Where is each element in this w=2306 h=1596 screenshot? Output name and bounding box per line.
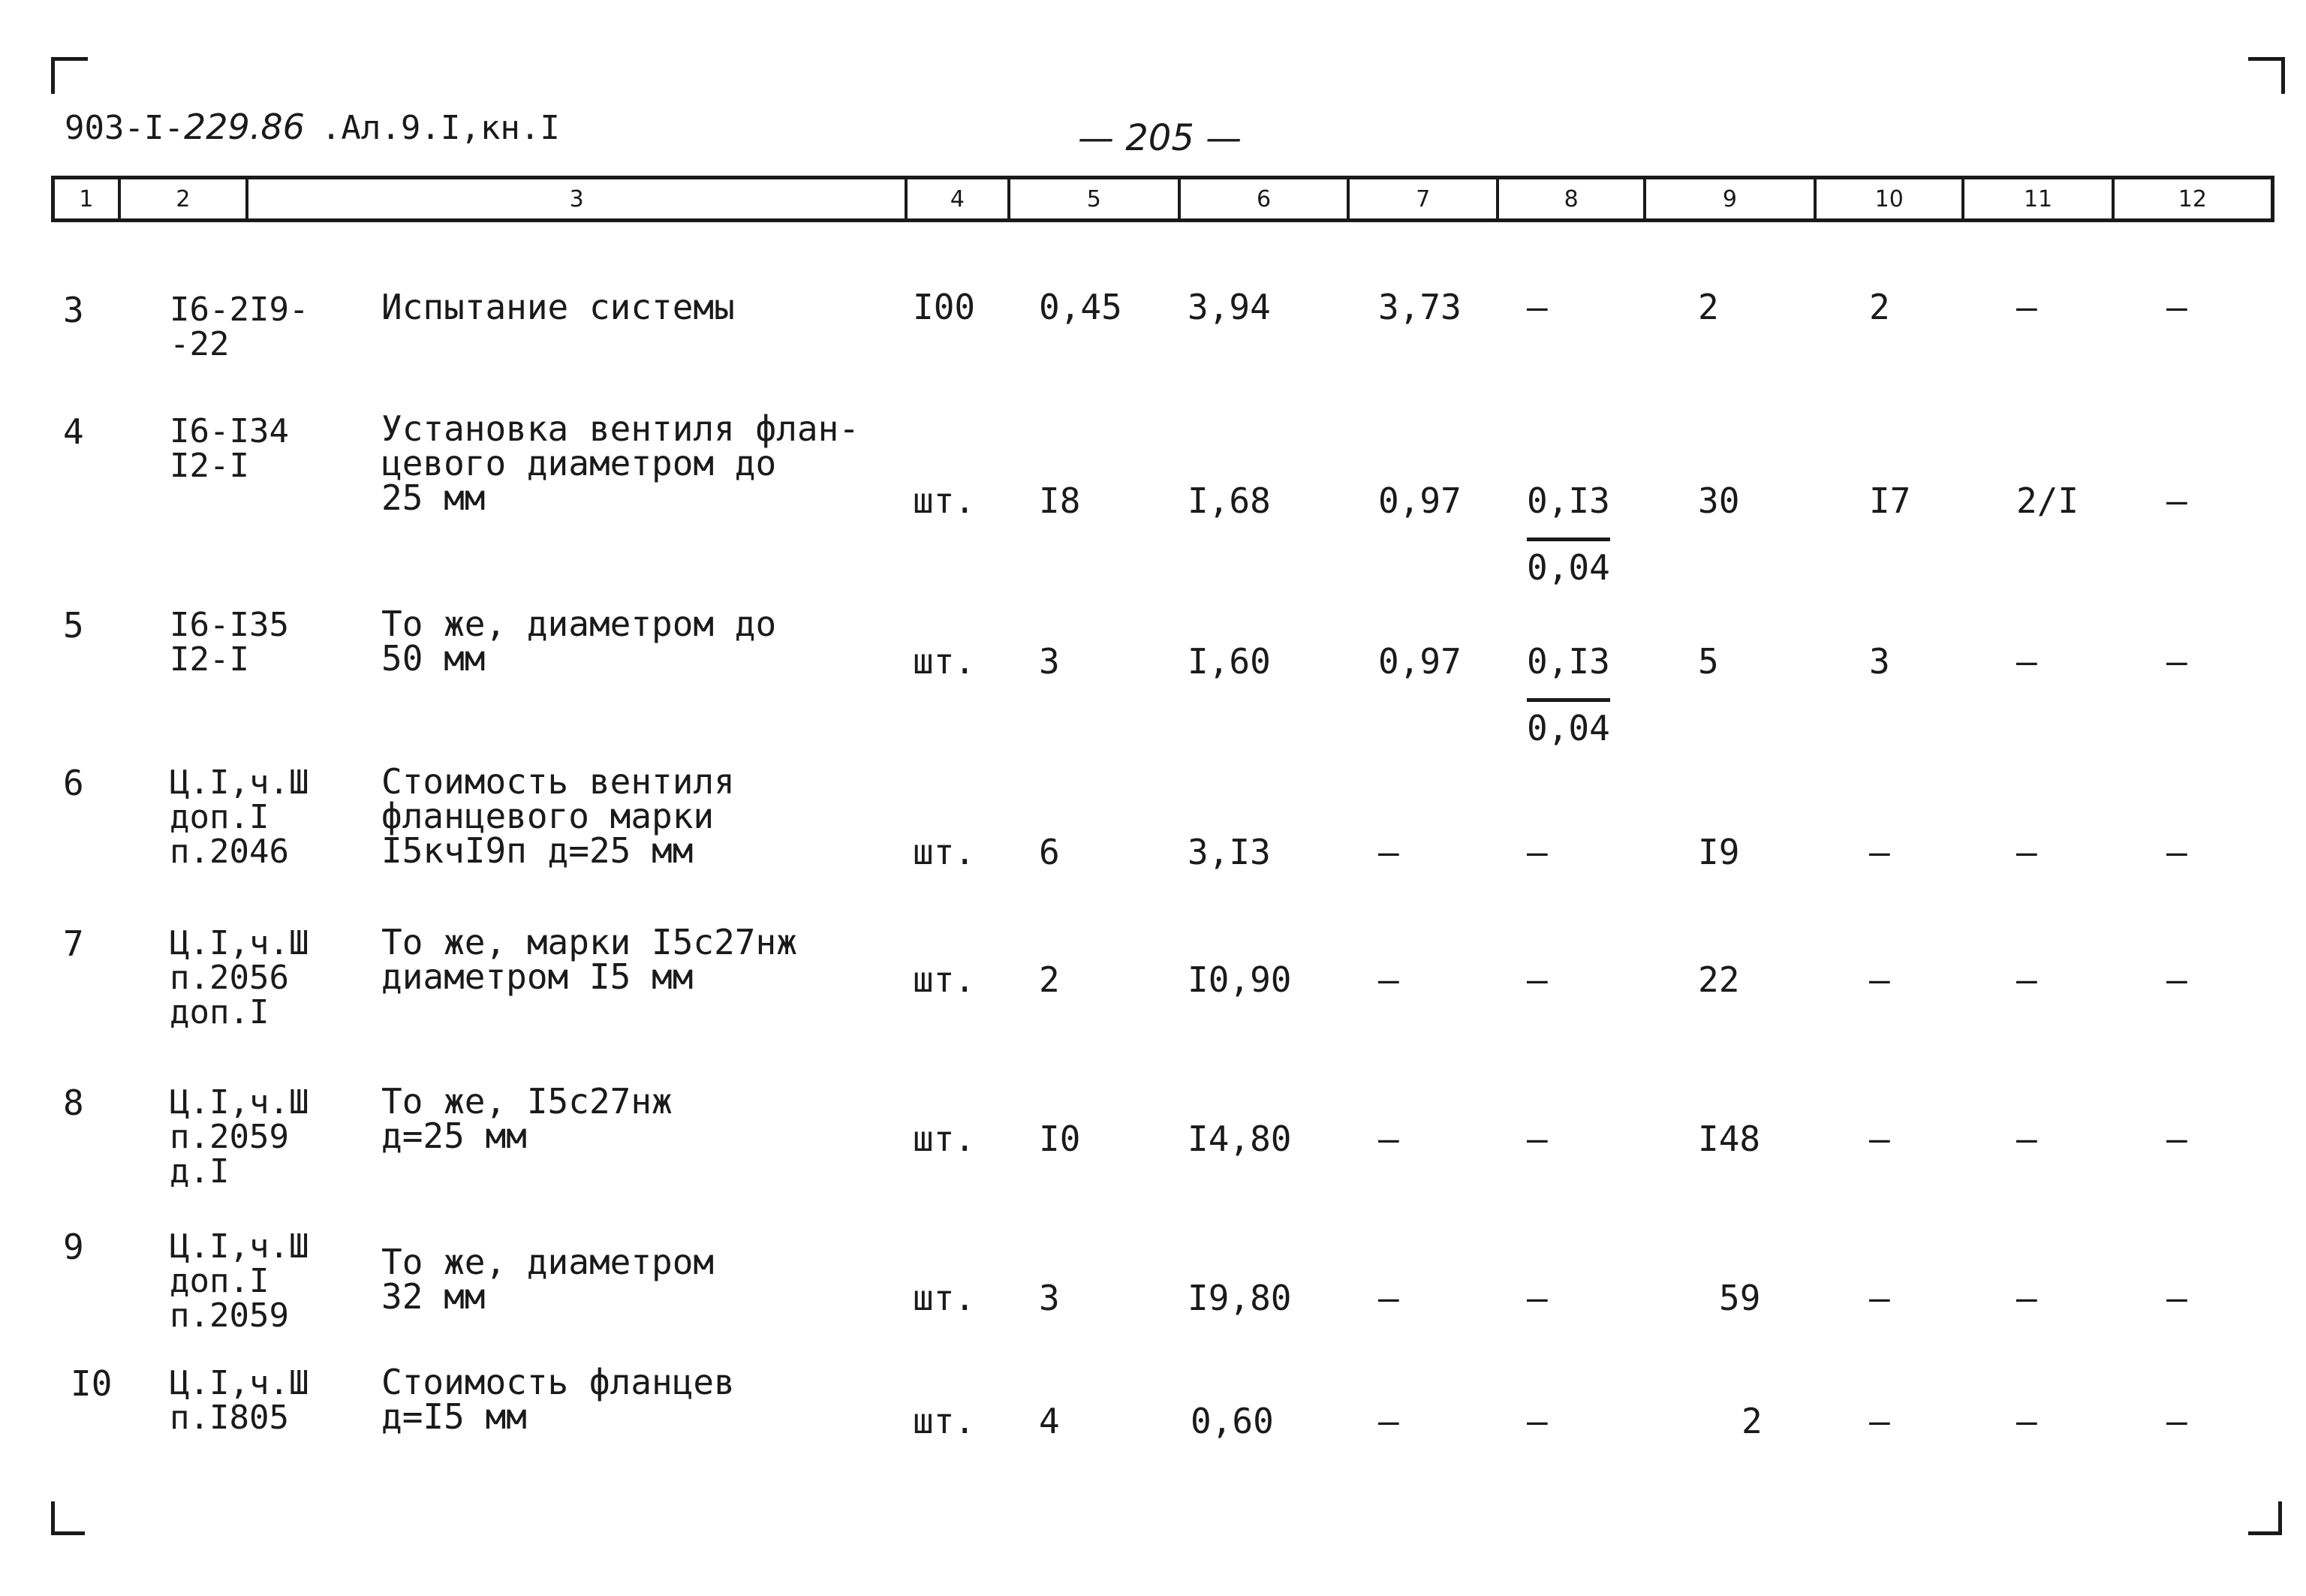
- document-reference: [65, 107, 560, 147]
- work-name: То же, марки I5с27нж диаметром I5 мм: [381, 922, 797, 997]
- cell-col5: I0: [1039, 1119, 1081, 1159]
- cell-col11: –: [2016, 1278, 2037, 1318]
- fraction-numerator: 0,I3: [1527, 644, 1610, 702]
- cell-col10: –: [1869, 832, 1890, 872]
- row-number: 6: [63, 763, 84, 803]
- column-header: 1: [55, 179, 121, 218]
- cell-col8: –: [1527, 959, 1548, 1000]
- cell-col9: I9: [1698, 832, 1740, 872]
- cell-col11: 2/I: [2016, 480, 2079, 521]
- cell-col8: –: [1527, 832, 1548, 872]
- unit: шт.: [913, 1278, 976, 1318]
- work-name: То же, диаметром 32 мм: [381, 1242, 715, 1317]
- column-header: 4: [908, 179, 1010, 218]
- row-number: 8: [63, 1083, 84, 1123]
- cell-col9: 2: [1698, 287, 1719, 327]
- column-header: 12: [2178, 185, 2207, 212]
- cell-col7: 3,73: [1378, 287, 1462, 327]
- row-number: 5: [63, 605, 84, 646]
- cell-col6: I9,80: [1188, 1278, 1292, 1318]
- cell-col10: –: [1869, 959, 1890, 1000]
- column-header: 6: [1181, 179, 1350, 218]
- cell-col12: –: [2166, 641, 2187, 682]
- cell-col8: –: [1527, 1278, 1548, 1318]
- cell-col10: –: [1869, 1119, 1890, 1159]
- column-header: 3: [248, 179, 908, 218]
- row-number: 3: [63, 290, 84, 330]
- unit: I00: [913, 287, 976, 327]
- cell-col9: 5: [1698, 641, 1719, 682]
- column-header: 8: [1499, 179, 1645, 218]
- cell-col8-fraction: [1527, 480, 1610, 588]
- cell-col8: –: [1527, 1119, 1548, 1159]
- doc-code-prefix: 903-I-: [65, 109, 184, 147]
- unit: шт.: [913, 832, 976, 872]
- cell-col7: 0,97: [1378, 480, 1462, 521]
- doc-code-suffix: .Ал.9.I,кн.I: [321, 109, 560, 147]
- cell-col5: 4: [1039, 1401, 1060, 1441]
- work-name: Стоимость фланцев д=I5 мм: [381, 1362, 735, 1437]
- cell-col7: –: [1378, 1401, 1399, 1441]
- corner-mark-bottom-left: [51, 1501, 85, 1535]
- page-number: — 205 —: [1078, 117, 1242, 159]
- cell-col6: 3,94: [1188, 287, 1271, 327]
- rate-code: Ц.I,ч.Ш п.2059 д.I: [170, 1083, 309, 1191]
- cell-col9: 2: [1742, 1401, 1763, 1441]
- work-name: Испытание системы: [381, 287, 735, 327]
- column-header: 7: [1350, 179, 1499, 218]
- cell-col9: 22: [1698, 959, 1740, 1000]
- cell-col5: 2: [1039, 959, 1060, 1000]
- cell-col10: –: [1869, 1401, 1890, 1441]
- column-header: 10: [1817, 179, 1964, 218]
- cell-col12: –: [2166, 480, 2187, 521]
- column-number-header: [51, 176, 2274, 222]
- row-number: 9: [63, 1227, 84, 1267]
- work-name: Стоимость вентиля фланцевого марки I5кчI9п д=25 мм: [381, 761, 735, 871]
- unit: шт.: [913, 641, 976, 682]
- column-header: 2: [121, 179, 248, 218]
- cell-col10: I7: [1869, 480, 1911, 521]
- cell-col12: –: [2166, 832, 2187, 872]
- column-header: 9: [1646, 179, 1817, 218]
- rate-code: Ц.I,ч.Ш п.2056 доп.I: [170, 924, 309, 1031]
- cell-col7: –: [1378, 832, 1399, 872]
- cell-col6: I,68: [1188, 480, 1271, 521]
- cell-col12: –: [2166, 1401, 2187, 1441]
- cell-col5: I8: [1039, 480, 1081, 521]
- cell-col9: I48: [1698, 1119, 1761, 1159]
- row-number: 4: [63, 411, 84, 452]
- rate-code: I6-2I9- -22: [170, 291, 309, 363]
- cell-col7: –: [1378, 1119, 1399, 1159]
- rate-code: Ц.I,ч.Ш доп.I п.2046: [170, 763, 309, 871]
- cell-col9: 59: [1719, 1278, 1761, 1318]
- rate-code: Ц.I,ч.Ш доп.I п.2059: [170, 1227, 309, 1335]
- cell-col11: –: [2016, 959, 2037, 1000]
- cell-col11: –: [2016, 1119, 2037, 1159]
- cell-col12: –: [2166, 1278, 2187, 1318]
- fraction-numerator: 0,I3: [1527, 483, 1610, 541]
- column-header: 5: [1010, 179, 1181, 218]
- unit: шт.: [913, 959, 976, 1000]
- cell-col5: 3: [1039, 1278, 1060, 1318]
- cell-col5: 3: [1039, 641, 1060, 682]
- cell-col12: –: [2166, 1119, 2187, 1159]
- rate-code: Ц.I,ч.Ш п.I805: [170, 1364, 309, 1437]
- cell-col6: 0,60: [1191, 1401, 1274, 1441]
- corner-mark-top-left: [51, 57, 88, 94]
- cell-col11: –: [2016, 1401, 2037, 1441]
- cell-col11: –: [2016, 641, 2037, 682]
- unit: шт.: [913, 1119, 976, 1159]
- rate-code: I6-I35 I2-I: [170, 606, 289, 679]
- cell-col12: –: [2166, 959, 2187, 1000]
- cell-col7: –: [1378, 959, 1399, 1000]
- doc-code-handwritten: 229.86: [183, 107, 305, 147]
- cell-col7: –: [1378, 1278, 1399, 1318]
- cell-col7: 0,97: [1378, 641, 1462, 682]
- cell-col6: I0,90: [1188, 959, 1292, 1000]
- rate-code: I6-I34 I2-I: [170, 412, 289, 485]
- column-header: 11: [1964, 179, 2114, 218]
- unit: шт.: [913, 1401, 976, 1441]
- work-name: То же, I5с27нж д=25 мм: [381, 1081, 673, 1156]
- cell-col10: 3: [1869, 641, 1890, 682]
- fraction-denominator: 0,04: [1527, 708, 1610, 748]
- corner-mark-top-right: [2248, 57, 2285, 94]
- row-number: I0: [71, 1363, 113, 1404]
- cell-col11: –: [2016, 832, 2037, 872]
- cell-col8: –: [1527, 287, 1548, 327]
- cell-col5: 0,45: [1039, 287, 1122, 327]
- cell-col8-fraction: [1527, 641, 1610, 748]
- row-number: 7: [63, 923, 84, 964]
- work-name: То же, диаметром до 50 мм: [381, 604, 777, 679]
- cell-col8: –: [1527, 1401, 1548, 1441]
- fraction-denominator: 0,04: [1527, 547, 1610, 588]
- work-name: Установка вентиля флан- цевого диаметром до 25 мм: [381, 408, 859, 518]
- cell-col11: –: [2016, 287, 2037, 327]
- cell-col10: –: [1869, 1278, 1890, 1318]
- cell-col10: 2: [1869, 287, 1890, 327]
- cell-col5: 6: [1039, 832, 1060, 872]
- cell-col12: –: [2166, 287, 2187, 327]
- cell-col6: 3,I3: [1188, 832, 1271, 872]
- cell-col6: I4,80: [1188, 1119, 1292, 1159]
- corner-mark-bottom-right: [2248, 1501, 2282, 1535]
- cell-col6: I,60: [1188, 641, 1271, 682]
- unit: шт.: [913, 480, 976, 521]
- cell-col9: 30: [1698, 480, 1740, 521]
